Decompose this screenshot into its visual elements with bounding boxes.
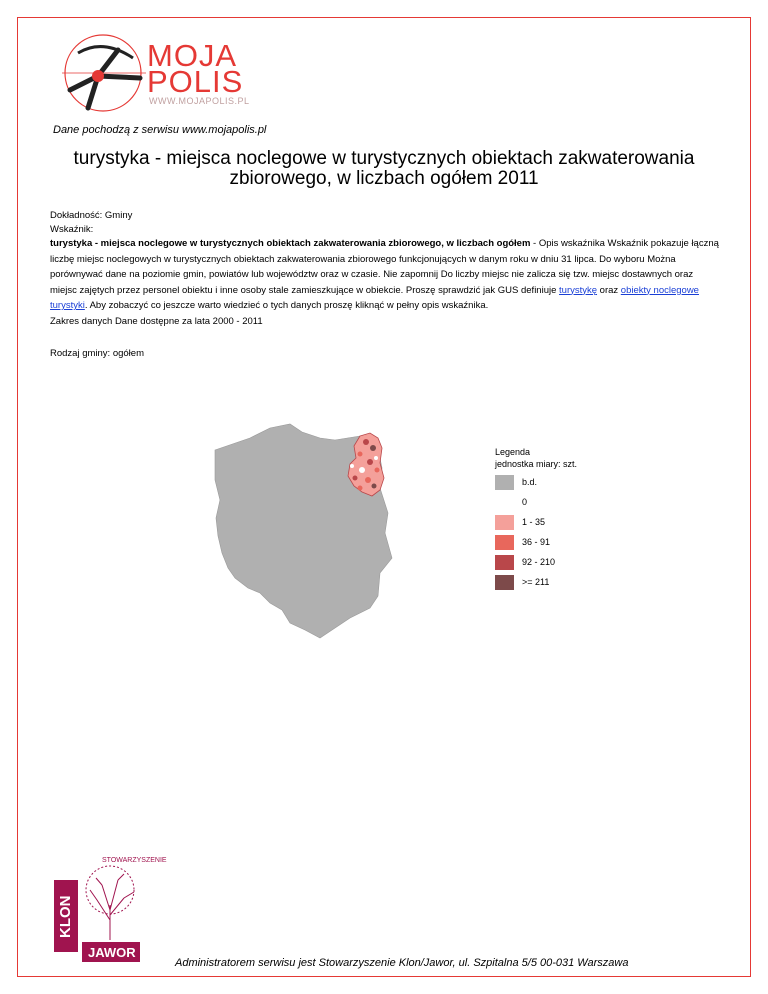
legend-title: Legenda [495, 447, 531, 457]
legend-swatch [495, 475, 514, 490]
logo-polis: POLIS [147, 64, 244, 99]
klon-jawor-logo-icon [52, 850, 182, 970]
logo-url: WWW.MOJAPOLIS.PL [149, 96, 250, 106]
legend-unit: jednostka miary: szt. [495, 459, 578, 469]
poland-map [210, 418, 500, 688]
indicator-name: turystyka - miejsca noclegowe w turystycznych obiektach zakwaterowania zbiorowego, w liczbach ogółem [50, 238, 531, 249]
legend-item [495, 572, 577, 592]
description-part-1: - Opis wskaźnika Wskaźnik pokazuje łączną liczbę miejsc noclegowych w turystycznych obiektach zakwaterowania zbiorowego funkcjonujących w danym roku w dniu 31 lipca. Do wyboru Można porównywać dane na poziomie gmin, powiatów lub województw oraz w czasie. Nie zapomnij Do liczby miejsc nie zalicza się tzw. miejsc dostawnych oraz miejsc zajętych przez personel obiektu i inne osoby stale zamieszkujące w obiekcie. Proszę sprawdzić jak GUS definiuje [50, 238, 719, 296]
legend-item [495, 552, 577, 572]
legend-label: >= 211 [522, 577, 550, 587]
legend-swatch [495, 555, 514, 570]
legend-label: 36 - 91 [522, 537, 551, 547]
page-title: turystyka - miejsca noclegowe w turystycznych obiektach zakwaterowania zbiorowego, w liczbach ogółem 2011 [73, 148, 695, 189]
link-turystyka[interactable]: turystykę [559, 284, 598, 296]
indicator-description [50, 236, 720, 329]
logo-moja: MOJA [147, 38, 238, 73]
description-connector: oraz [597, 284, 621, 296]
legend-label: 92 - 210 [522, 557, 556, 567]
legend-item [495, 472, 577, 492]
data-range: Zakres danych Dane dostępne za lata 2000 - 2011 [50, 315, 263, 327]
source-note: Dane pochodzą z serwisu www.mojapolis.pl [53, 124, 267, 136]
legend-item [495, 532, 577, 552]
legend-swatch [495, 495, 514, 510]
svg-text:STOWARZYSZENIE: STOWARZYSZENIE [102, 857, 167, 864]
legend-item [495, 512, 577, 532]
map-legend [495, 447, 577, 592]
admin-note: Administratorem serwisu jest Stowarzyszenie Klon/Jawor, ul. Szpitalna 5/5 00-031 Warszawa [175, 957, 629, 969]
legend-label: 0 [522, 497, 528, 507]
legend-item [495, 492, 577, 512]
legend-swatch [495, 515, 514, 530]
link-obiekty-noclegowe[interactable]: obiekty noclegowe turystyki [50, 284, 699, 311]
legend-swatch [495, 575, 514, 590]
gmina-type: Rodzaj gminy: ogółem [50, 348, 144, 359]
description-part-2: . Aby zobaczyć co jeszcze warto wiedzieć o tych danych proszę kliknąć w pełny opis wskaźnika. [84, 300, 489, 311]
legend-swatch [495, 535, 514, 550]
svg-text:JAWOR: JAWOR [88, 945, 136, 960]
legend-label: b.d. [522, 477, 538, 487]
indicator-label: Wskaźnik: [50, 224, 94, 235]
svg-text:KLON: KLON [57, 895, 74, 938]
legend-label: 1 - 35 [522, 517, 546, 527]
accuracy-text: Dokładność: Gminy [50, 210, 133, 221]
